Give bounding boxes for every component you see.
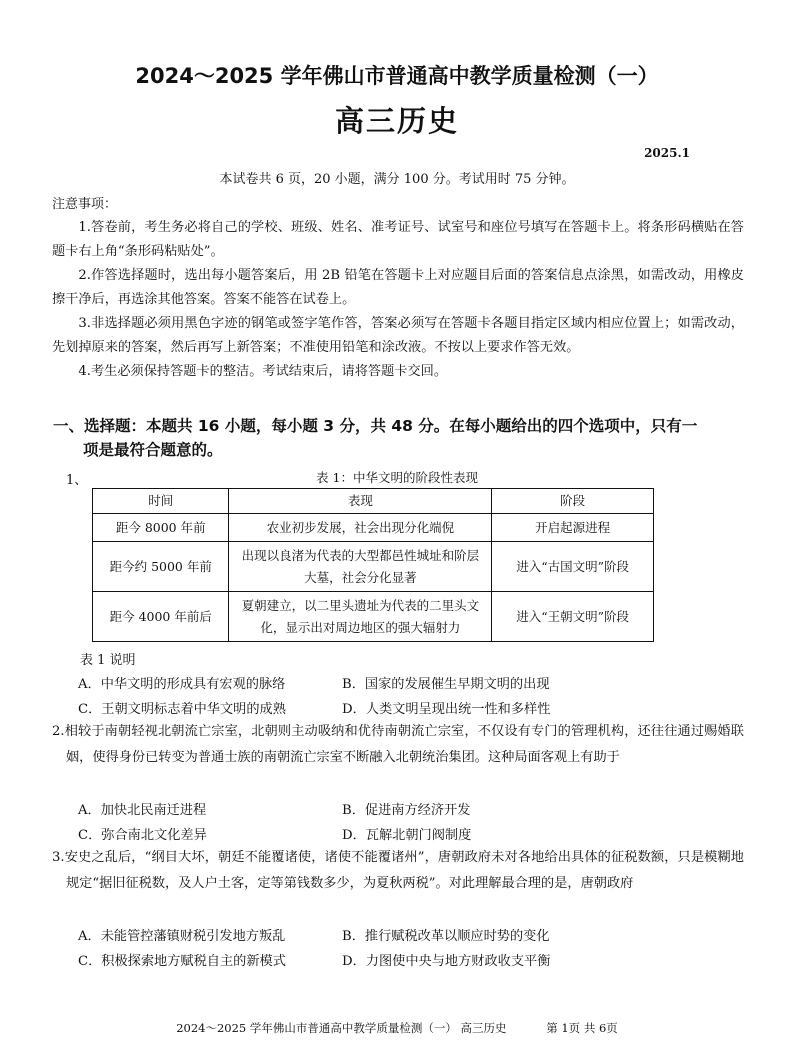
section-heading-line2: 项是最符合题意的。 <box>83 441 223 459</box>
notes-heading: 注意事项： <box>52 197 118 212</box>
table-caption: 表 1：中华文明的阶段性表现 <box>316 470 478 485</box>
option-d[interactable]: D．人类文明呈现出统一性和多样性 <box>342 702 551 717</box>
question-1-stem: 表 1 说明 <box>80 653 136 668</box>
option-c[interactable]: C．王朝文明标志着中华文明的成熟 <box>78 702 286 717</box>
option-c[interactable]: C．弥合南北文化差异 <box>78 828 207 843</box>
table-cell: 出现以良渚为代表的大型都邑性城址和阶层大墓，社会分化显著 <box>229 542 492 592</box>
notes-list <box>52 216 744 384</box>
table-header-cell: 表现 <box>229 489 492 514</box>
option-d[interactable]: D．力图使中央与地方财政收支平衡 <box>342 954 551 969</box>
option-b[interactable]: B．促进南方经济开发 <box>342 803 471 818</box>
question-2-stem: 2.相较于南朝轻视北朝流亡宗室，北朝则主动吸纳和优待南朝流亡宗室，不仅设有专门的管理机构，还往往通过赐婚联姻，使得身份已转变为普通士族的南朝流亡宗室不断融入北朝统治集团。这种局面客观上有助于 <box>52 724 744 765</box>
civilization-stages-table <box>92 488 654 642</box>
exam-title: 2024～2025 学年佛山市普通高中教学质量检测（一） <box>135 64 659 88</box>
option-a[interactable]: A．加快北民南迁进程 <box>78 803 207 818</box>
table-row <box>93 542 654 592</box>
table-cell: 距今 4000 年前后 <box>93 592 229 642</box>
page-footer <box>0 1020 794 1036</box>
question-2 <box>52 719 744 771</box>
table-cell: 进入“古国文明”阶段 <box>492 542 654 592</box>
section-heading-line1: 一、选择题：本题共 16 小题，每小题 3 分，共 48 分。在每小题给出的四个选项中，只有一 <box>53 417 698 435</box>
page-number: 第 1页 共 6页 <box>546 1021 618 1035</box>
note-item: 1.答卷前，考生务必将自己的学校、班级、姓名、准考证号、试室号和座位号填写在答题卡上。将条形码横贴在答题卡右上角“条形码粘贴处”。 <box>52 220 744 259</box>
table-row <box>93 514 654 542</box>
table-cell: 进入“王朝文明”阶段 <box>492 592 654 642</box>
note-item: 4.考生必须保持答题卡的整洁。考试结束后，请将答题卡交回。 <box>78 364 448 379</box>
exam-date: 2025.1 <box>644 146 690 160</box>
question-3 <box>52 845 744 897</box>
section-heading <box>53 414 743 462</box>
subject-title: 高三历史 <box>334 104 459 138</box>
question-1-number: 1、 <box>66 473 88 488</box>
footer-title: 2024～2025 学年佛山市普通高中教学质量检测（一） 高三历史 <box>176 1021 507 1035</box>
table-cell: 距今 8000 年前 <box>93 514 229 542</box>
table-cell: 开启起源进程 <box>492 514 654 542</box>
exam-intro: 本试卷共 6 页，20 小题，满分 100 分。考试用时 75 分钟。 <box>219 172 575 187</box>
table-header-row <box>93 489 654 514</box>
note-item: 2.作答选择题时，选出每小题答案后，用 2B 铅笔在答题卡上对应题目后面的答案信息点涂黑，如需改动，用橡皮擦干净后，再选涂其他答案。答案不能答在试卷上。 <box>52 268 744 307</box>
option-c[interactable]: C．积极探索地方赋税自主的新模式 <box>78 954 286 969</box>
option-b[interactable]: B．推行赋税改革以顺应时势的变化 <box>342 929 550 944</box>
option-b[interactable]: B．国家的发展催生早期文明的出现 <box>342 677 550 692</box>
option-d[interactable]: D．瓦解北朝门阀制度 <box>342 828 472 843</box>
note-item: 3.非选择题必须用黑色字迹的钢笔或签字笔作答，答案必须写在答题卡各题目指定区域内相应位置上；如需改动，先划掉原来的答案，然后再写上新答案；不准使用铅笔和涂改液。不按以上要求作答无效。 <box>52 316 744 355</box>
table-row <box>93 592 654 642</box>
option-a[interactable]: A．中华文明的形成具有宏观的脉络 <box>78 677 286 692</box>
table-cell: 夏朝建立，以二里头遗址为代表的二里头文化，显示出对周边地区的强大辐射力 <box>229 592 492 642</box>
question-3-stem: 3.安史之乱后，“纲目大坏，朝廷不能覆诸使，诸使不能覆诸州”，唐朝政府未对各地给出具体的征税数额，只是模糊地规定“据旧征税数，及人户土客，定等第钱数多少，为夏秋两税”。对此理解最合理的是，唐朝政府 <box>52 850 744 891</box>
option-a[interactable]: A．未能管控藩镇财税引发地方叛乱 <box>78 929 286 944</box>
table-cell: 距今约 5000 年前 <box>93 542 229 592</box>
table-header-cell: 阶段 <box>492 489 654 514</box>
table-cell: 农业初步发展，社会出现分化端倪 <box>229 514 492 542</box>
table-header-cell: 时间 <box>93 489 229 514</box>
